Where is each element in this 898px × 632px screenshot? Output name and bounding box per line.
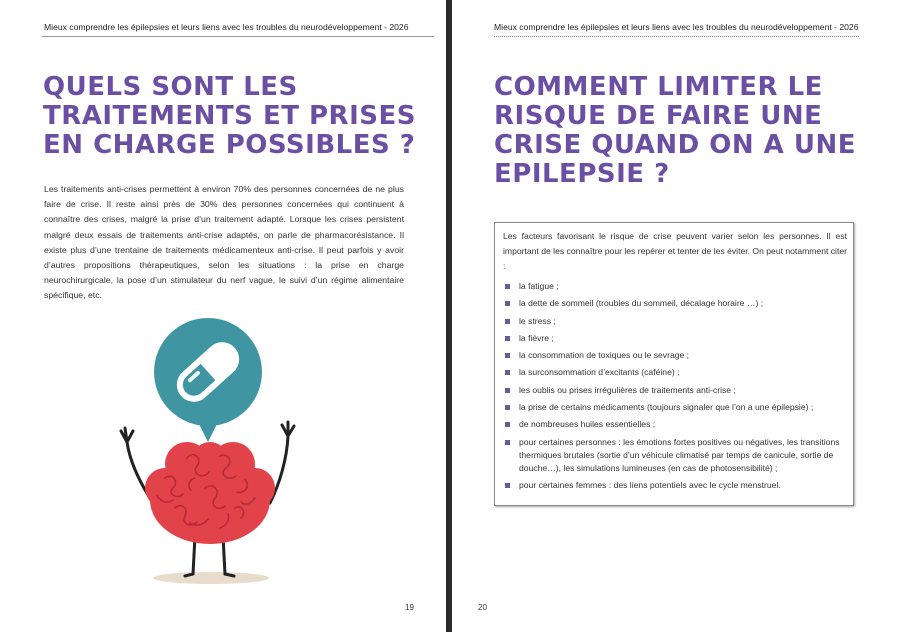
square-bullet-icon (505, 284, 510, 289)
square-bullet-icon (505, 336, 510, 341)
list-item-text: la fièvre ; (519, 332, 554, 343)
brain-icon (145, 442, 275, 544)
page-number: 20 (478, 603, 487, 612)
list-item (503, 436, 847, 475)
speech-bubble-icon (154, 318, 262, 442)
list-item-text: de nombreuses huiles essentielles ; (519, 419, 656, 430)
square-bullet-icon (505, 301, 510, 306)
list-item-text: la surconsommation d’excitants (caféine) ; (519, 367, 680, 378)
list-item (503, 401, 847, 414)
list-item-text: pour certaines personnes : les émotions fortes positives ou négatives, les transitions thermiques brutales (sortie d’un véhicule climatisé par temps de canicule, sortie de douche…), les simulations lumineuses (en cas de photosensibilité) ; (519, 436, 840, 473)
list-item (503, 315, 847, 328)
list-item (503, 366, 847, 379)
square-bullet-icon (505, 319, 510, 324)
list-item-text: le stress ; (519, 315, 556, 326)
running-header: Mieux comprendre les épilepsies et leurs liens avec les troubles du neurodéveloppement - 2026 (44, 22, 409, 32)
risk-factors-box (494, 222, 854, 506)
square-bullet-icon (505, 405, 510, 410)
square-bullet-icon (505, 370, 510, 375)
list-item (503, 280, 847, 293)
list-item-text: la dette de sommeil (troubles du sommeil, décalage horaire …) ; (519, 298, 764, 309)
list-item-text: les oublis ou prises irrégulières de traitements anti-crise ; (519, 384, 736, 395)
ground-shadow (153, 572, 269, 584)
square-bullet-icon (505, 353, 510, 358)
square-bullet-icon (505, 483, 510, 488)
list-item-text: la consommation de toxiques ou le sevrage ; (519, 350, 690, 361)
header-divider (494, 36, 859, 37)
list-item-text: la fatigue ; (519, 281, 559, 291)
treatments-paragraph: Les traitements anti-crises permettent à environ 70% des personnes concernées de ne plus faire de crise. Il reste ainsi près de 30% des personnes concernées qui continuent à connaître des crises, malgré la prise d’un traitement adapté. Lorsque les crises persistent malgré deux essais de traitements anti-crise adaptés, on parle de pharmacorésistance. Il existe plus d’une trentaine de traitements médicamenteux anti-crise. Il peut parfois y avoir d’autres propositions thérapeutiques, selon les situations : la prise en charge neurochirurgicale, la pose d’un stimulateur du nerf vague, le suivi d’un régime alimentaire spécifique, etc. (44, 184, 404, 301)
right-page (452, 0, 898, 632)
page-number: 19 (405, 603, 414, 612)
list-item (503, 479, 847, 492)
square-bullet-icon (505, 388, 510, 393)
header-divider (42, 36, 434, 37)
running-header: Mieux comprendre les épilepsies et leurs liens avec les troubles du neurodéveloppement - 2026 (494, 22, 859, 32)
brain-with-pill-speech-bubble-icon (95, 318, 335, 590)
list-item (503, 349, 847, 362)
list-item (503, 384, 847, 397)
left-page (0, 0, 446, 632)
square-bullet-icon (505, 440, 510, 445)
list-item (503, 332, 847, 345)
page-title: QUELS SONT LES TRAITEMENTS ET PRISES EN CHARGE POSSIBLES ? (43, 72, 416, 160)
square-bullet-icon (505, 422, 510, 427)
list-item-text: pour certaines femmes : des liens potentiels avec le cycle menstruel. (519, 479, 781, 490)
list-item (503, 418, 847, 431)
list-item-text: la prise de certains médicaments (toujours signaler que l’on a une épilepsie) ; (519, 402, 814, 413)
page-title: COMMENT LIMITER LE RISQUE DE FAIRE UNE CRISE QUAND ON A UNE EPILEPSIE ? (494, 72, 856, 189)
risk-factors-list (503, 280, 847, 492)
risk-factors-intro: Les facteurs favorisant le risque de crise peuvent varier selon les personnes. Il est important de les connaître pour les repérer et tenter de les éviter. On peut notamment citer : (503, 231, 847, 271)
list-item (503, 297, 847, 310)
